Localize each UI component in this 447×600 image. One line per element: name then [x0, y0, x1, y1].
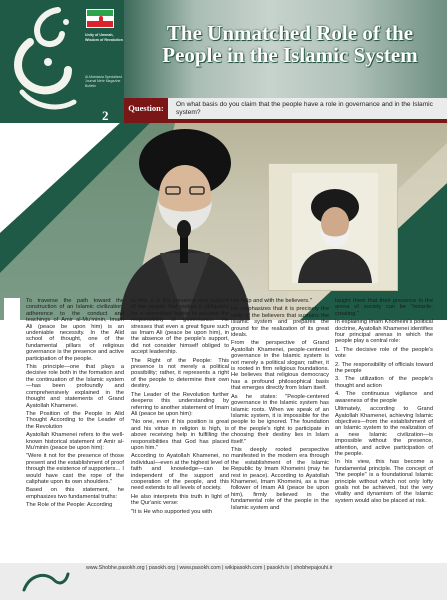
paragraph: "It is He who supported you with	[131, 508, 213, 515]
publisher-logo-icon	[20, 568, 72, 596]
paragraph: Based on this statement, he emphasizes two fundamental truths:	[26, 487, 124, 500]
paragraph: Ultimately, according to Grand Ayatollah Khamenei, achieving Islamic objectives—from the establishment of an Islamic system to the realization of a new Islamic civilization—is impossible without the presence, attention, and active participation of the people.	[335, 406, 433, 457]
paragraph: The Role of the People: According	[26, 502, 113, 509]
left-margin	[4, 298, 20, 560]
paragraph: As he states: "People-centered governance in the Islamic system has Islamic roots. When we speak of an Islamic system, it is impossible for the people to be ignored. The foundation of the people's right to participate in choosing their destiny lies in Islam itself."	[231, 393, 329, 445]
footer-links: www.Shobhe.pasokh.org | pasokh.org | www.pasokh.com | wikipasokh.com | pasokh.tv | shobhepajouhi.ir	[86, 565, 333, 571]
paragraph: The Leader of the Revolution further deepens this understanding by referring to another statement of Imam Ali (peace be upon him):	[131, 391, 229, 417]
paragraph: The Position of the People in Alid Thought According to the Leader of the Revolution	[26, 410, 124, 430]
paragraph: 2. The responsibility of officials toward the people	[335, 361, 433, 375]
calligraphy-logo	[4, 2, 84, 120]
series-title: Unity of Ummah, Wisdom of Revolution	[85, 33, 123, 42]
speaker-figure	[100, 123, 270, 320]
paragraph: In explaining Imam Khomeini's political doctrine, Ayatollah Khamenei identifies four principal arenas in which the people play a central role:	[335, 319, 433, 345]
paragraph: "Were it not for the presence of those present and the establishment of proof through the existence of supporters… I would have cast the rope of the caliphate upon its own shoulders."	[26, 453, 125, 485]
paragraph: In his view, this has become a fundamental principle. The concept of "the people" is a foundational Islamic principle without which not only lofty goals not be achieved, but the very vitality and dynamism of the Islamic system would also be placed at risk.	[335, 459, 433, 504]
text-column-2	[131, 298, 229, 560]
paragraph: 4. The continuous vigilance and awareness of the people	[335, 391, 433, 404]
paragraph: He also interprets this truth in light of the Qur'anic verse:	[131, 493, 229, 507]
paragraph: 1. The decisive role of the people's vote	[335, 346, 433, 360]
paragraph: "No one, even if his position is great and his virtue in religion is high, is above receiving help in fulfilling the responsibilities that God has placed upon him."	[131, 419, 229, 451]
hero-photo	[0, 123, 447, 320]
paragraph: Ayatollah Khamenei refers to the well-known historical statement of Amir al-Mu'minin (peace be upon him):	[26, 432, 124, 451]
text-column-1	[26, 298, 124, 560]
paragraph: This deeply rooted perspective manifested in the modern era through the establishment of the Islamic Republic by Imam Khomeini (may he rest in peace). According to Ayatollah Khamenei, Imam Khomeini, as a true follower of Imam Ali (peace be upon him), firmly believed in the fundamental role of the people in the Islamic system and	[231, 446, 329, 511]
paragraph: 3. The utilization of the people's thought and action	[335, 376, 433, 389]
paragraph: From the perspective of Grand Ayatollah Khamenei, people-centered governance in the Islamic system is not merely a political slogan; rather, it is rooted in firm religious foundations. He believes that religious democracy has a profound philosophical basis that emerges directly from Islam itself.	[231, 340, 329, 392]
paragraph: According to Ayatollah Khamenei, no individual—even at the highest level of faith and knowledge—can be independent of the support and cooperation of the people, and this need extends to all levels of society.	[131, 453, 229, 492]
text-column-3	[231, 298, 329, 560]
paragraph: He emphasizes that it is precisely the unity of the believers that sustains the Islamic system and prepares the ground for the realization of its great ideals.	[231, 306, 329, 339]
paragraph: to him, it is the presence and support of the people that makes it obligatory for a committed leader to assume the responsibility of governance. He stresses that even a great figure such as Imam Ali (peace be upon him), in the absence of the people's support, did not consider himself obliged to accept leadership.	[131, 298, 229, 356]
paragraph: To traverse the path toward the construction of an Islamic civilization, adherence to the conduct and teachings of Amir al-Mu'minin, Imam Ali (peace be upon him) is an undeniable necessity. In the Alid school of thought, one of the fundamental pillars of religious governance is the presence and active participation of the people.	[26, 298, 124, 362]
paragraph: taught them that their presence in the arena of society can be "miracle-creating."	[335, 298, 433, 317]
series-subtitle: Al-Mahdavia Specialized Journal Mehr Magazine Bulletin	[85, 75, 123, 88]
iran-flag-icon	[86, 9, 114, 28]
question-label: Question:	[124, 98, 168, 119]
question-text: On what basis do you claim that the people have a role in governance and in the Islamic system?	[176, 101, 433, 116]
paragraph: The Right of the People: This presence is not merely a political possibility; rather, it represents a right of the people to determine their own destiny.	[131, 357, 229, 390]
paragraph: This principle—one that plays a decisive role both in the formation and the continuation of the Islamic system—has been profoundly and comprehensively explained in the thought and statements of Grand Ayatollah Khamenei.	[26, 364, 124, 409]
text-column-4	[335, 298, 433, 560]
paragraph: His help and with the believers."	[231, 298, 312, 304]
issue-number: 2	[102, 108, 109, 123]
portrait-image	[292, 173, 378, 283]
page-title: The Unmatched Role of the People in the Islamic System	[162, 21, 418, 67]
